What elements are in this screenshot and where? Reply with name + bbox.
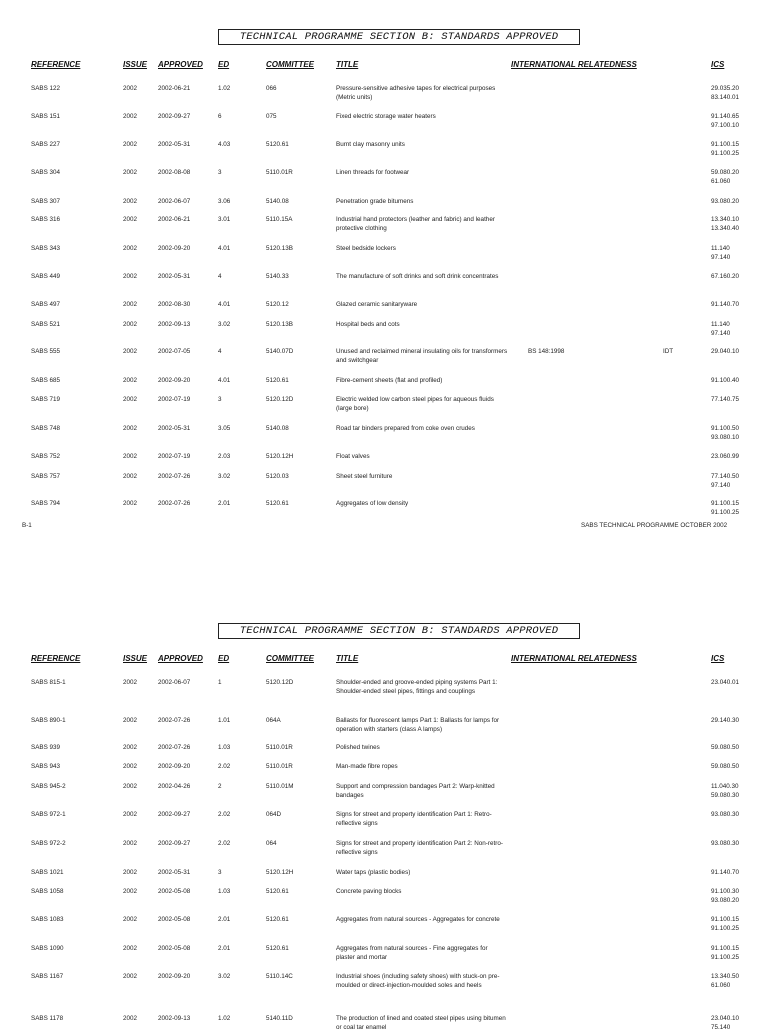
cell-reference: SABS 939 — [31, 744, 61, 751]
header-reference: REFERENCE — [31, 654, 81, 663]
document-page-2 — [0, 594, 768, 1031]
section-title: TECHNICAL PROGRAMME SECTION B: STANDARDS APPROVED — [218, 623, 580, 639]
cell-approved: 2002-07-05 — [158, 348, 191, 355]
cell-ics: 23.040.10 75.140 — [711, 1015, 740, 1031]
cell-ed: 4 — [218, 273, 222, 280]
cell-committee: 5110.14C — [266, 973, 293, 980]
cell-issue: 2002 — [123, 869, 138, 876]
cell-reference: SABS 307 — [31, 198, 61, 205]
cell-title: The manufacture of soft drinks and soft drink concentrates — [336, 273, 499, 280]
cell-approved: 2002-06-21 — [158, 216, 191, 223]
cell-title: Glazed ceramic sanitaryware — [336, 301, 418, 308]
header-ed: ED — [218, 60, 230, 69]
cell-ed: 4.01 — [218, 245, 231, 252]
cell-title: Pressure-sensitive adhesive tapes for electrical purposes (Metric units) — [336, 85, 496, 101]
cell-approved: 2002-05-31 — [158, 425, 191, 432]
cell-title: Aggregates of low density — [336, 500, 409, 507]
cell-ics: 93.080.20 — [711, 198, 740, 205]
cell-issue: 2002 — [123, 348, 138, 355]
cell-approved: 2002-05-31 — [158, 869, 191, 876]
cell-ics: 23.060.99 — [711, 453, 740, 460]
cell-committee: 064D — [266, 811, 282, 818]
cell-title: Support and compression bandages Part 2: Warp-knitted bandages — [336, 783, 495, 799]
cell-reference: SABS 122 — [31, 85, 61, 92]
header-issue: ISSUE — [123, 60, 148, 69]
cell-issue: 2002 — [123, 1015, 138, 1022]
cell-approved: 2002-08-08 — [158, 169, 191, 176]
cell-title: Road tar binders prepared from coke oven crudes — [336, 425, 475, 432]
cell-ics: 13.340.50 61.060 — [711, 973, 740, 989]
cell-committee: 5110.01R — [266, 763, 293, 770]
cell-issue: 2002 — [123, 113, 138, 120]
cell-ed: 3.02 — [218, 973, 231, 980]
cell-ics: 77.140.75 — [711, 396, 740, 403]
cell-title: Water taps (plastic bodies) — [336, 869, 411, 876]
cell-approved: 2002-06-07 — [158, 679, 191, 686]
cell-issue: 2002 — [123, 763, 138, 770]
header-approved: APPROVED — [158, 654, 203, 663]
cell-reference: SABS 890-1 — [31, 717, 66, 724]
cell-reference: SABS 343 — [31, 245, 61, 252]
cell-committee: 5110.01M — [266, 783, 294, 790]
cell-committee: 5120.61 — [266, 945, 289, 952]
cell-approved: 2002-09-27 — [158, 840, 191, 847]
cell-title: Linen threads for footwear — [336, 169, 410, 176]
cell-issue: 2002 — [123, 453, 138, 460]
cell-ed: 1.02 — [218, 85, 231, 92]
cell-ics: 91.100.15 91.100.25 — [711, 500, 740, 516]
header-ics: ICS — [711, 654, 725, 663]
cell-ics: 91.100.50 93.080.10 — [711, 425, 740, 441]
cell-reference: SABS 972-2 — [31, 840, 66, 847]
cell-reference: SABS 943 — [31, 763, 61, 770]
cell-committee: 066 — [266, 85, 277, 92]
cell-ed: 6 — [218, 113, 222, 120]
header-committee: COMMITTEE — [266, 654, 314, 663]
cell-issue: 2002 — [123, 916, 138, 923]
cell-approved: 2002-07-19 — [158, 453, 191, 460]
cell-committee: 5120.12D — [266, 679, 294, 686]
cell-reference: SABS 227 — [31, 141, 61, 148]
cell-issue: 2002 — [123, 245, 138, 252]
cell-ics: 11.140 97.140 — [711, 245, 731, 261]
cell-issue: 2002 — [123, 273, 138, 280]
cell-ed: 4.03 — [218, 141, 231, 148]
section-title: TECHNICAL PROGRAMME SECTION B: STANDARDS APPROVED — [218, 29, 580, 45]
cell-ics: 29.040.10 — [711, 348, 740, 355]
cell-ics: 11.140 97.140 — [711, 321, 731, 337]
cell-committee: 5120.61 — [266, 377, 289, 384]
header-title: TITLE — [336, 60, 359, 69]
cell-committee: 5120.12 — [266, 301, 289, 308]
cell-reference: SABS 1021 — [31, 869, 64, 876]
cell-ics: 11.040.30 59.080.30 — [711, 783, 740, 799]
cell-committee: 064A — [266, 717, 281, 724]
cell-issue: 2002 — [123, 301, 138, 308]
cell-committee: 5120.12H — [266, 453, 294, 460]
cell-committee: 5140.07D — [266, 348, 294, 355]
cell-approved: 2002-09-13 — [158, 321, 191, 328]
cell-reference: SABS 151 — [31, 113, 61, 120]
cell-title: Burnt clay masonry units — [336, 141, 405, 148]
cell-approved: 2002-06-21 — [158, 85, 191, 92]
cell-committee: 5120.61 — [266, 888, 289, 895]
header-international: INTERNATIONAL RELATEDNESS — [511, 654, 637, 663]
page-footer-publication: SABS TECHNICAL PROGRAMME OCTOBER 2002 — [581, 522, 728, 529]
cell-ed: 4.01 — [218, 377, 231, 384]
cell-committee: 5110.01R — [266, 744, 293, 751]
header-approved: APPROVED — [158, 60, 203, 69]
cell-committee: 5140.08 — [266, 198, 289, 205]
cell-committee: 5140.11D — [266, 1015, 293, 1022]
cell-ed: 2 — [218, 783, 222, 790]
cell-approved: 2002-05-08 — [158, 888, 191, 895]
cell-ics: 59.080.50 — [711, 744, 740, 751]
cell-issue: 2002 — [123, 888, 138, 895]
cell-reference: SABS 449 — [31, 273, 61, 280]
cell-reference: SABS 972-1 — [31, 811, 66, 818]
cell-title: Industrial hand protectors (leather and fabric) and leather protective clothing — [336, 216, 495, 232]
cell-title: Steel bedside lockers — [336, 245, 396, 252]
cell-reference: SABS 752 — [31, 453, 61, 460]
cell-approved: 2002-09-20 — [158, 245, 191, 252]
cell-title: Electric welded low carbon steel pipes for aqueous fluids (large bore) — [336, 396, 494, 412]
cell-relation: IDT — [663, 348, 674, 355]
cell-ics: 93.080.30 — [711, 840, 740, 847]
cell-reference: SABS 1090 — [31, 945, 64, 952]
cell-issue: 2002 — [123, 717, 138, 724]
cell-committee: 075 — [266, 113, 277, 120]
cell-issue: 2002 — [123, 500, 138, 507]
cell-issue: 2002 — [123, 198, 138, 205]
header-title: TITLE — [336, 654, 359, 663]
cell-ed: 1.03 — [218, 888, 231, 895]
cell-ed: 3 — [218, 869, 222, 876]
cell-committee: 5120.61 — [266, 141, 289, 148]
cell-ed: 3.01 — [218, 216, 231, 223]
cell-title: Concrete paving blocks — [336, 888, 402, 895]
cell-ed: 2.01 — [218, 916, 231, 923]
cell-ed: 2.02 — [218, 763, 231, 770]
cell-approved: 2002-09-20 — [158, 377, 191, 384]
cell-committee: 5120.12H — [266, 869, 294, 876]
cell-ed: 3.06 — [218, 198, 231, 205]
cell-reference: SABS 497 — [31, 301, 61, 308]
cell-title: Unused and reclaimed mineral insulating oils for transformers and switchgear — [336, 348, 508, 364]
cell-ics: 59.080.50 — [711, 763, 740, 770]
cell-reference: SABS 521 — [31, 321, 61, 328]
cell-issue: 2002 — [123, 377, 138, 384]
cell-ed: 1 — [218, 679, 222, 686]
cell-ed: 1.02 — [218, 1015, 231, 1022]
cell-issue: 2002 — [123, 141, 138, 148]
cell-committee: 5120.61 — [266, 500, 289, 507]
cell-ed: 4.01 — [218, 301, 231, 308]
cell-approved: 2002-07-26 — [158, 473, 191, 480]
cell-approved: 2002-05-31 — [158, 273, 191, 280]
cell-title: Float valves — [336, 453, 370, 460]
cell-approved: 2002-04-26 — [158, 783, 191, 790]
cell-reference: SABS 1167 — [31, 973, 64, 980]
cell-approved: 2002-08-30 — [158, 301, 191, 308]
cell-reference: SABS 304 — [31, 169, 61, 176]
cell-reference: SABS 945-2 — [31, 783, 66, 790]
cell-ics: 91.140.65 97.100.10 — [711, 113, 740, 129]
cell-reference: SABS 1178 — [31, 1015, 64, 1022]
cell-ics: 59.080.20 61.060 — [711, 169, 740, 185]
cell-committee: 5140.33 — [266, 273, 289, 280]
cell-reference: SABS 685 — [31, 377, 61, 384]
cell-ed: 1.03 — [218, 744, 231, 751]
cell-ics: 91.140.70 — [711, 301, 740, 308]
cell-approved: 2002-05-08 — [158, 916, 191, 923]
cell-issue: 2002 — [123, 473, 138, 480]
cell-ed: 2.01 — [218, 945, 231, 952]
header-issue: ISSUE — [123, 654, 148, 663]
cell-approved: 2002-05-31 — [158, 141, 191, 148]
cell-ics: 91.100.30 93.080.20 — [711, 888, 740, 904]
cell-ics: 91.100.15 91.100.25 — [711, 916, 740, 932]
cell-committee: 5110.01R — [266, 169, 293, 176]
cell-ics: 29.035.20 83.140.01 — [711, 85, 740, 101]
header-international: INTERNATIONAL RELATEDNESS — [511, 60, 637, 69]
cell-committee: 064 — [266, 840, 277, 847]
cell-issue: 2002 — [123, 973, 138, 980]
cell-issue: 2002 — [123, 840, 138, 847]
cell-ics: 29.140.30 — [711, 717, 740, 724]
cell-title: Signs for street and property identification Part 2: Non-retro-reflective signs — [336, 840, 503, 856]
cell-title: Aggregates from natural sources - Fine aggregates for plaster and mortar — [336, 945, 488, 961]
cell-issue: 2002 — [123, 216, 138, 223]
cell-approved: 2002-09-27 — [158, 113, 191, 120]
cell-approved: 2002-09-27 — [158, 811, 191, 818]
cell-title: Man-made fibre ropes — [336, 763, 398, 770]
cell-committee: 5120.13B — [266, 321, 293, 328]
cell-approved: 2002-07-26 — [158, 744, 191, 751]
header-committee: COMMITTEE — [266, 60, 314, 69]
cell-reference: SABS 719 — [31, 396, 61, 403]
cell-reference: SABS 757 — [31, 473, 61, 480]
header-ed: ED — [218, 654, 230, 663]
cell-title: Shoulder-ended and groove-ended piping systems Part 1: Shoulder-ended steel pipes, fittings and couplings — [336, 679, 498, 695]
cell-title: Hospital beds and cots — [336, 321, 400, 328]
cell-international: BS 148:1998 — [528, 348, 565, 355]
cell-ed: 3.02 — [218, 473, 231, 480]
cell-issue: 2002 — [123, 945, 138, 952]
cell-ics: 93.080.30 — [711, 811, 740, 818]
cell-approved: 2002-09-20 — [158, 763, 191, 770]
cell-issue: 2002 — [123, 744, 138, 751]
cell-issue: 2002 — [123, 783, 138, 790]
cell-approved: 2002-05-08 — [158, 945, 191, 952]
cell-issue: 2002 — [123, 85, 138, 92]
cell-ed: 3 — [218, 396, 222, 403]
cell-issue: 2002 — [123, 811, 138, 818]
cell-ed: 4 — [218, 348, 222, 355]
cell-title: Ballasts for fluorescent lamps Part 1: Ballasts for lamps for operation with starters (class A lamps) — [336, 717, 500, 733]
cell-committee: 5110.15A — [266, 216, 293, 223]
cell-title: Sheet steel furniture — [336, 473, 393, 480]
cell-title: Industrial shoes (including safety shoes) with stuck-on pre-moulded or direct-injection-moulded soles and heels — [336, 973, 500, 989]
cell-ed: 3.05 — [218, 425, 231, 432]
cell-committee: 5120.13B — [266, 245, 293, 252]
cell-title: Fixed electric storage water heaters — [336, 113, 436, 120]
cell-committee: 5120.03 — [266, 473, 289, 480]
cell-approved: 2002-06-07 — [158, 198, 191, 205]
cell-title: The production of lined and coated steel pipes using bitumen or coal tar enamel — [336, 1015, 506, 1031]
cell-issue: 2002 — [123, 396, 138, 403]
cell-ics: 13.340.10 13.340.40 — [711, 216, 740, 232]
cell-ed: 1.01 — [218, 717, 231, 724]
cell-ed: 2.02 — [218, 811, 231, 818]
cell-title: Penetration grade bitumens — [336, 198, 414, 205]
cell-ics: 77.140.50 97.140 — [711, 473, 740, 489]
cell-reference: SABS 555 — [31, 348, 61, 355]
cell-ics: 67.160.20 — [711, 273, 740, 280]
cell-reference: SABS 748 — [31, 425, 61, 432]
cell-reference: SABS 1058 — [31, 888, 64, 895]
cell-ed: 2.02 — [218, 840, 231, 847]
cell-approved: 2002-07-26 — [158, 717, 191, 724]
cell-approved: 2002-09-20 — [158, 973, 191, 980]
cell-ed: 2.01 — [218, 500, 231, 507]
cell-reference: SABS 794 — [31, 500, 61, 507]
cell-issue: 2002 — [123, 169, 138, 176]
cell-reference: SABS 1083 — [31, 916, 64, 923]
cell-approved: 2002-09-13 — [158, 1015, 191, 1022]
cell-issue: 2002 — [123, 321, 138, 328]
header-ics: ICS — [711, 60, 725, 69]
cell-ics: 23.040.01 — [711, 679, 740, 686]
cell-committee: 5120.12D — [266, 396, 294, 403]
cell-title: Signs for street and property identification Part 1: Retro-reflective signs — [336, 811, 492, 827]
cell-ed: 3.02 — [218, 321, 231, 328]
cell-reference: SABS 316 — [31, 216, 61, 223]
cell-ed: 2.03 — [218, 453, 231, 460]
header-reference: REFERENCE — [31, 60, 81, 69]
cell-ed: 3 — [218, 169, 222, 176]
cell-approved: 2002-07-19 — [158, 396, 191, 403]
cell-ics: 91.100.40 — [711, 377, 740, 384]
cell-approved: 2002-07-26 — [158, 500, 191, 507]
cell-issue: 2002 — [123, 425, 138, 432]
cell-committee: 5120.61 — [266, 916, 289, 923]
cell-issue: 2002 — [123, 679, 138, 686]
cell-committee: 5140.08 — [266, 425, 289, 432]
cell-ics: 91.100.15 91.100.25 — [711, 141, 740, 157]
cell-title: Aggregates from natural sources - Aggregates for concrete — [336, 916, 500, 923]
cell-ics: 91.140.70 — [711, 869, 740, 876]
cell-reference: SABS 815-1 — [31, 679, 66, 686]
cell-ics: 91.100.15 91.100.25 — [711, 945, 740, 961]
cell-title: Polished twines — [336, 744, 380, 751]
cell-title: Fibre-cement sheets (flat and profiled) — [336, 377, 443, 384]
page-number: B-1 — [22, 522, 32, 529]
